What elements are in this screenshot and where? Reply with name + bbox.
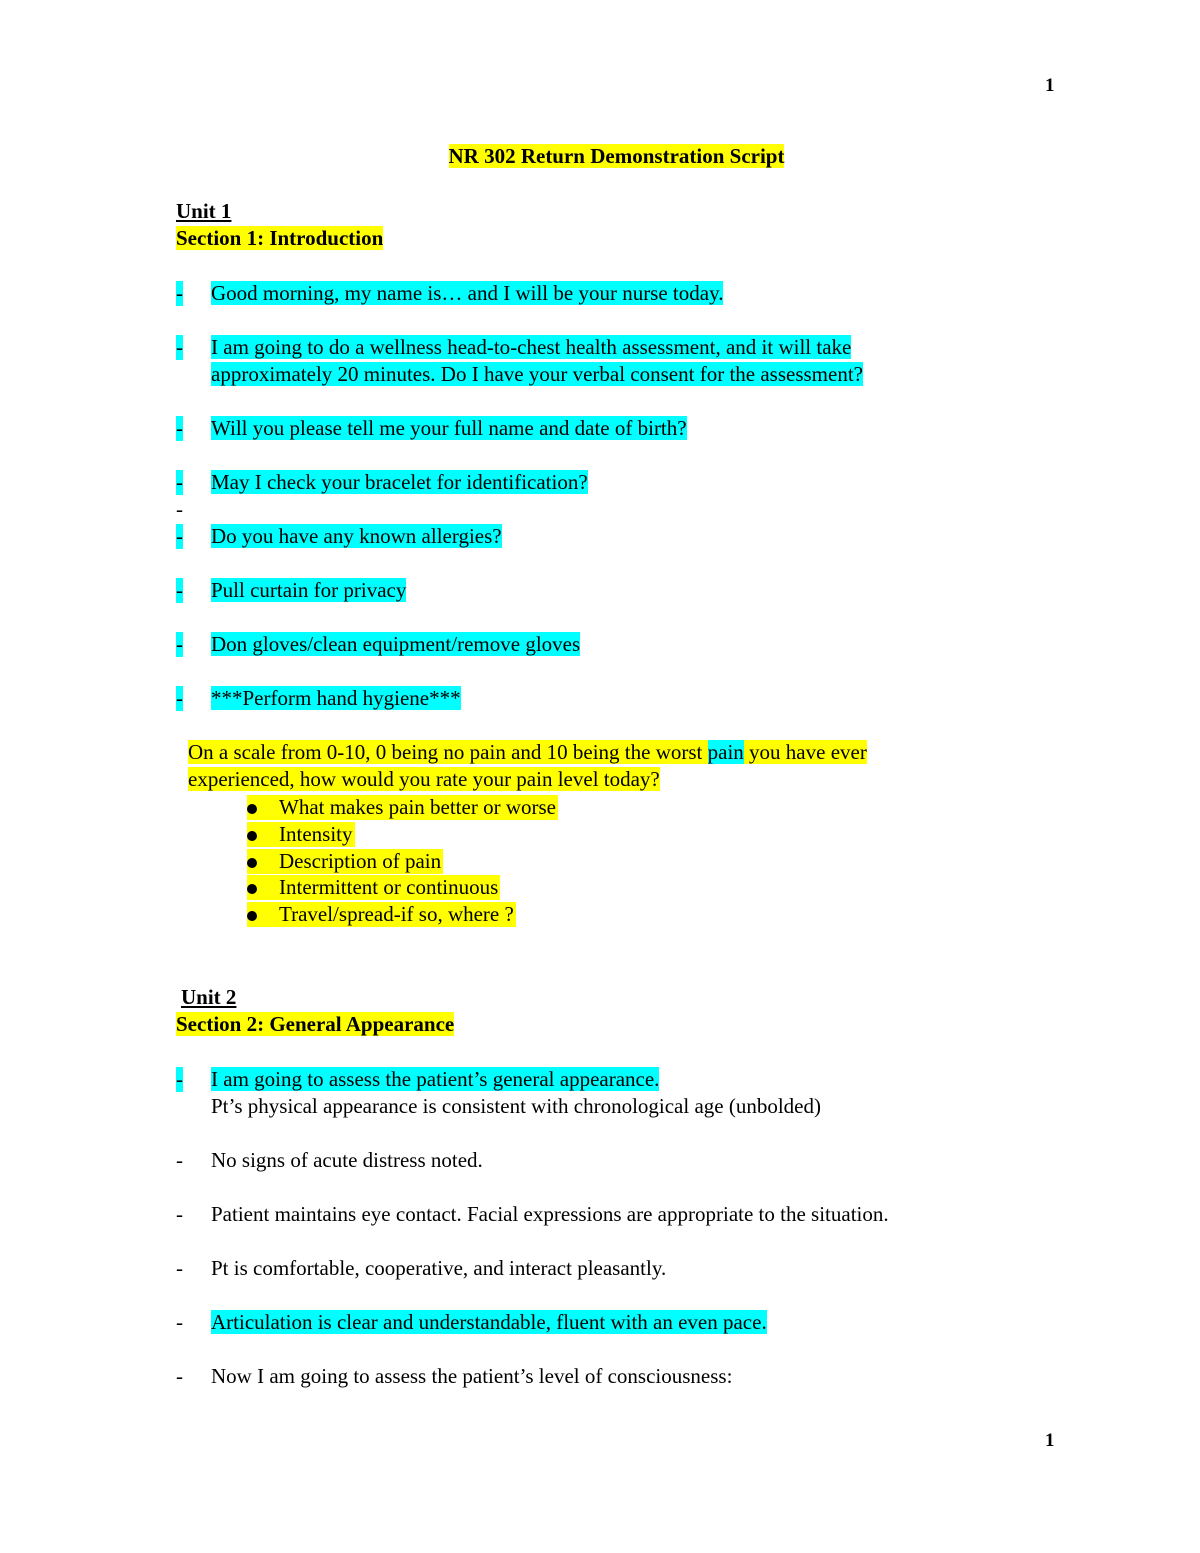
pain-scale-question-continuation: experienced, how would you rate your pain level today? xyxy=(188,767,660,791)
list-item: I am going to do a wellness head-to-chest health assessment, and it will take xyxy=(211,335,852,359)
pain-scale-question: On a scale from 0-10, 0 being no pain and 10 being the worst pain you have ever xyxy=(188,740,867,764)
section-1-heading: Section 1: Introduction xyxy=(176,226,384,250)
list-dash: - xyxy=(176,1202,183,1226)
list-dash: - xyxy=(176,1364,183,1388)
list-item: ***Perform hand hygiene*** xyxy=(211,686,461,710)
bullet-icon xyxy=(247,911,257,921)
list-item: Articulation is clear and understandable, fluent with an even pace. xyxy=(211,1310,767,1334)
list-dash: - xyxy=(176,470,183,494)
list-item-continuation: Pt’s physical appearance is consistent with chronological age (unbolded) xyxy=(211,1094,821,1118)
unit-1-label: Unit 1 xyxy=(176,199,232,223)
list-item: May I check your bracelet for identification? xyxy=(211,470,588,494)
list-dash: - xyxy=(176,416,183,440)
list-item: Patient maintains eye contact. Facial expressions are appropriate to the situation. xyxy=(211,1202,889,1226)
unit-2-label: Unit 2 xyxy=(181,985,237,1009)
list-dash-empty: - xyxy=(176,497,183,521)
list-item: No signs of acute distress noted. xyxy=(211,1148,483,1172)
header-page-number: 1 xyxy=(1045,75,1055,96)
footer-page-number: 1 xyxy=(1045,1430,1055,1451)
list-item: Pt is comfortable, cooperative, and interact pleasantly. xyxy=(211,1256,667,1280)
pain-bullet: Intermittent or continuous xyxy=(247,875,500,900)
page-title: NR 302 Return Demonstration Script xyxy=(448,144,785,168)
bullet-icon xyxy=(247,831,257,841)
list-dash: - xyxy=(176,686,183,710)
list-item: Do you have any known allergies? xyxy=(211,524,502,548)
list-item-continuation: approximately 20 minutes. Do I have your verbal consent for the assessment? xyxy=(211,362,863,386)
list-item: Will you please tell me your full name and date of birth? xyxy=(211,416,687,440)
list-dash: - xyxy=(176,1067,183,1091)
list-dash: - xyxy=(176,1148,183,1172)
pain-bullet: Description of pain xyxy=(247,849,443,874)
list-dash: - xyxy=(176,335,183,359)
list-item: I am going to assess the patient’s general appearance. xyxy=(211,1067,660,1091)
list-dash: - xyxy=(176,1256,183,1280)
list-item: Good morning, my name is… and I will be your nurse today. xyxy=(211,281,724,305)
bullet-icon xyxy=(247,804,257,814)
list-dash: - xyxy=(176,1310,183,1334)
list-item: Pull curtain for privacy xyxy=(211,578,407,602)
bullet-icon xyxy=(247,858,257,868)
list-dash: - xyxy=(176,632,183,656)
list-dash: - xyxy=(176,524,183,548)
list-item: Don gloves/clean equipment/remove gloves xyxy=(211,632,581,656)
pain-bullet: Intensity xyxy=(247,822,355,847)
list-dash: - xyxy=(176,578,183,602)
bullet-icon xyxy=(247,884,257,894)
list-item: Now I am going to assess the patient’s level of consciousness: xyxy=(211,1364,733,1388)
pain-bullet: Travel/spread-if so, where ? xyxy=(247,902,516,927)
section-2-heading: Section 2: General Appearance xyxy=(176,1012,455,1036)
list-dash: - xyxy=(176,281,183,305)
pain-bullet: What makes pain better or worse xyxy=(247,795,558,820)
